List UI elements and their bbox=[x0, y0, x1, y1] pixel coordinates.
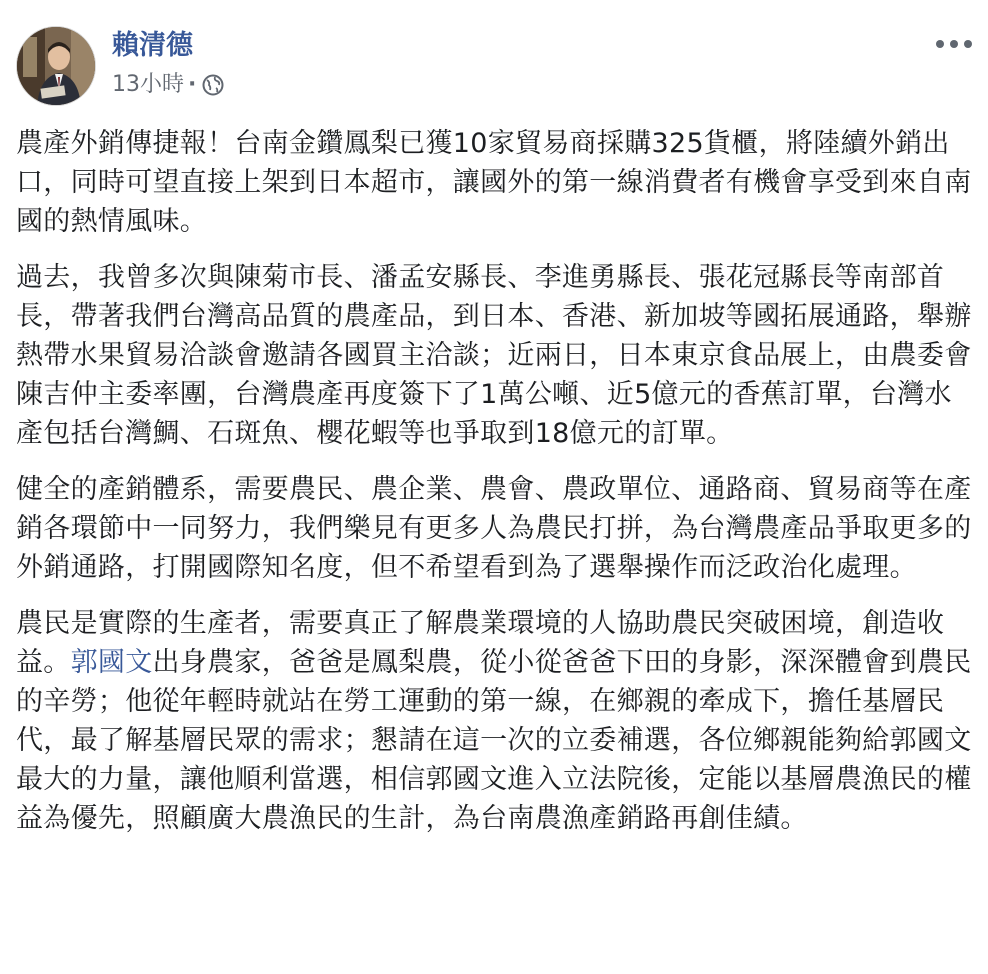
mention-link[interactable]: 郭國文 bbox=[70, 647, 153, 678]
post-paragraph: 農產外銷傳捷報！台南金鑽鳳梨已獲10家貿易商採購325貨櫃，將陸續外銷出口，同時可望直接上架到日本超市，讓國外的第一線消費者有機會享受到來自南國的熱情風味。 bbox=[16, 128, 972, 237]
post-header bbox=[16, 26, 972, 106]
meta-separator: · bbox=[188, 72, 197, 97]
globe-icon[interactable] bbox=[202, 74, 224, 96]
post-paragraph bbox=[16, 604, 972, 838]
paragraph-text: 農民是實際的生產者，需要真正了解農業環境的人協助農民突破困境，創造收益。 bbox=[16, 608, 945, 678]
post-timestamp[interactable]: 13小時 bbox=[112, 72, 184, 97]
more-options-icon[interactable] bbox=[936, 34, 972, 54]
post-meta bbox=[112, 70, 224, 100]
more-dot bbox=[950, 40, 958, 48]
more-dot bbox=[936, 40, 944, 48]
post-paragraph: 過去，我曾多次與陳菊市長、潘孟安縣長、李進勇縣長、張花冠縣長等南部首長，帶著我們台灣高品質的農產品，到日本、香港、新加坡等國拓展通路，舉辦熱帶水果貿易洽談會邀請各國買主洽談；近兩日，日本東京食品展上，由農委會陳吉仲主委率團，台灣農產再度簽下了1萬公噸、近5億元的香蕉訂單，台灣水產包括台灣鯛、石斑魚、櫻花蝦等也爭取到18億元的訂單。 bbox=[16, 262, 972, 449]
avatar-image bbox=[17, 27, 96, 106]
post-paragraph: 健全的產銷體系，需要農民、農企業、農會、農政單位、通路商、貿易商等在產銷各環節中一同努力，我們樂見有更多人為農民打拼，為台灣農產品爭取更多的外銷通路，打開國際知名度，但不希望看到為了選舉操作而泛政治化處理。 bbox=[16, 474, 972, 583]
author-avatar[interactable] bbox=[16, 26, 96, 106]
author-name[interactable]: 賴清德 bbox=[112, 30, 193, 61]
more-dot bbox=[964, 40, 972, 48]
paragraph-text: 出身農家，爸爸是鳳梨農，從小從爸爸下田的身影，深深體會到農民的辛勞；他從年輕時就站在勞工運動的第一線，在鄉親的牽成下，擔任基層民代，最了解基層民眾的需求；懇請在這一次的立委補選，各位鄉親能夠給郭國文最大的力量，讓他順利當選，相信郭國文進入立法院後，定能以基層農漁民的權益為優先，照顧廣大農漁民的生計，為台南農漁產銷路再創佳績。 bbox=[16, 647, 972, 834]
post-body bbox=[16, 124, 972, 855]
